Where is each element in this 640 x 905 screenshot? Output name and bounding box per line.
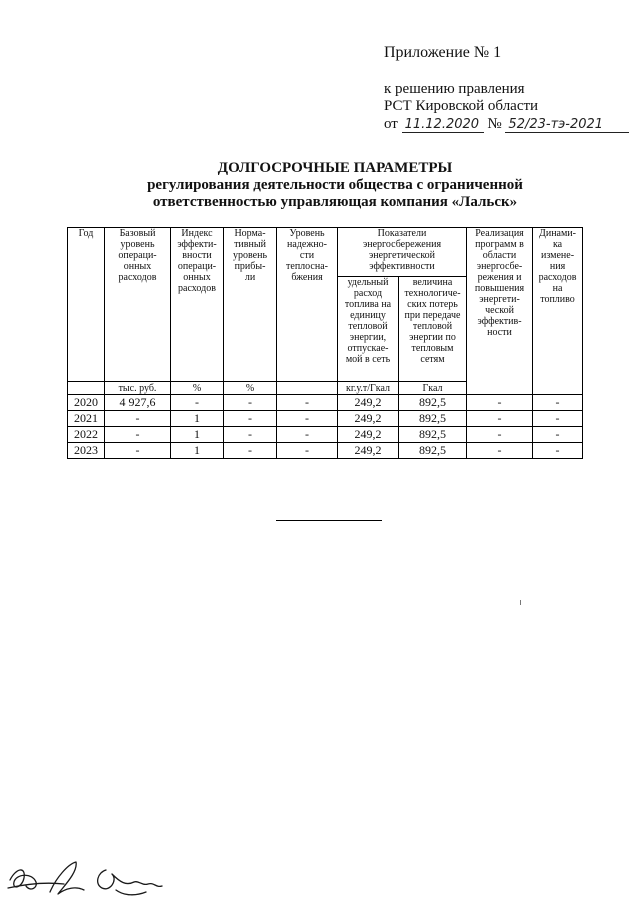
scan-mark bbox=[520, 600, 521, 605]
unit-year bbox=[68, 382, 105, 395]
cell-fuel-rate: 249,2 bbox=[338, 443, 399, 459]
cell-programs: - bbox=[467, 427, 533, 443]
cell-efficiency-index: 1 bbox=[171, 411, 224, 427]
cell-programs: - bbox=[467, 411, 533, 427]
cell-heat-losses: 892,5 bbox=[399, 395, 467, 411]
number-prefix: № bbox=[487, 116, 502, 132]
table-row bbox=[68, 443, 583, 459]
header-year: Год bbox=[68, 228, 105, 382]
cell-reliability: - bbox=[277, 411, 338, 427]
cell-reliability: - bbox=[277, 427, 338, 443]
cell-fuel-dynamics: - bbox=[533, 427, 583, 443]
signature-initials bbox=[6, 858, 176, 900]
annex-date-number-line bbox=[384, 115, 629, 133]
cell-fuel-rate: 249,2 bbox=[338, 411, 399, 427]
cell-profit-level: - bbox=[224, 427, 277, 443]
from-prefix: от bbox=[384, 116, 398, 132]
cell-efficiency-index: 1 bbox=[171, 427, 224, 443]
cell-fuel-dynamics: - bbox=[533, 443, 583, 459]
unit-base-level: тыс. руб. bbox=[105, 382, 171, 395]
unit-fuel-rate: кг.у.т/Гкал bbox=[338, 382, 399, 395]
cell-year: 2020 bbox=[68, 395, 105, 411]
cell-base-level: - bbox=[105, 427, 171, 443]
cell-profit-level: - bbox=[224, 395, 277, 411]
annex-title: Приложение № 1 bbox=[384, 44, 502, 61]
title-line-1: ДОЛГОСРОЧНЫЕ ПАРАМЕТРЫ bbox=[217, 160, 453, 176]
header-efficiency-index: Индекс эффекти- вности операци- онных расходов bbox=[171, 228, 224, 382]
table-row bbox=[68, 427, 583, 443]
header-reliability: Уровень надежно- сти теплосна- бжения bbox=[277, 228, 338, 382]
cell-fuel-dynamics: - bbox=[533, 411, 583, 427]
decision-date: 11.12.2020 bbox=[402, 118, 484, 133]
unit-efficiency-index: % bbox=[171, 382, 224, 395]
document-title bbox=[90, 160, 580, 211]
separator-line bbox=[276, 520, 382, 521]
header-profit-level: Норма- тивный уровень прибы- ли bbox=[224, 228, 277, 382]
header-fuel-dynamics: Динами- ка измене- ния расходов на топливо bbox=[533, 228, 583, 395]
title-line-3: ответственностью управляющая компания «Лальск» bbox=[152, 194, 518, 210]
unit-heat-losses: Гкал bbox=[399, 382, 467, 395]
cell-fuel-dynamics: - bbox=[533, 395, 583, 411]
cell-efficiency-index: - bbox=[171, 395, 224, 411]
cell-heat-losses: 892,5 bbox=[399, 427, 467, 443]
cell-year: 2021 bbox=[68, 411, 105, 427]
long-term-parameters-table bbox=[67, 227, 583, 459]
table-row bbox=[68, 395, 583, 411]
annex-authority-line: РСТ Кировской области bbox=[384, 98, 539, 114]
cell-year: 2023 bbox=[68, 443, 105, 459]
decision-number: 52/23-тэ-2021 bbox=[505, 118, 629, 133]
cell-base-level: 4 927,6 bbox=[105, 395, 171, 411]
cell-fuel-rate: 249,2 bbox=[338, 427, 399, 443]
cell-efficiency-index: 1 bbox=[171, 443, 224, 459]
unit-reliability bbox=[277, 382, 338, 395]
cell-heat-losses: 892,5 bbox=[399, 411, 467, 427]
cell-profit-level: - bbox=[224, 443, 277, 459]
cell-programs: - bbox=[467, 395, 533, 411]
cell-reliability: - bbox=[277, 395, 338, 411]
unit-profit-level: % bbox=[224, 382, 277, 395]
header-programs: Реализация программ в области энергосбе- режения и повышения энергети- ческой эффектив- ности bbox=[467, 228, 533, 395]
cell-programs: - bbox=[467, 443, 533, 459]
header-fuel-rate: удельный расход топлива на единицу тепловой энергии, отпускае- мой в сеть bbox=[338, 277, 399, 382]
table-row bbox=[68, 411, 583, 427]
annex-decision-line: к решению правления bbox=[384, 81, 525, 97]
header-base-level: Базовый уровень операци- онных расходов bbox=[105, 228, 171, 382]
cell-base-level: - bbox=[105, 443, 171, 459]
cell-year: 2022 bbox=[68, 427, 105, 443]
cell-profit-level: - bbox=[224, 411, 277, 427]
header-heat-losses: величина технологиче- ских потерь при передаче тепловой энергии по тепловым сетям bbox=[399, 277, 467, 382]
cell-heat-losses: 892,5 bbox=[399, 443, 467, 459]
cell-fuel-rate: 249,2 bbox=[338, 395, 399, 411]
title-line-2: регулирования деятельности общества с ограниченной bbox=[147, 177, 523, 193]
cell-reliability: - bbox=[277, 443, 338, 459]
cell-base-level: - bbox=[105, 411, 171, 427]
header-energy-group: Показатели энергосбережения энергетической эффективности bbox=[338, 228, 467, 277]
